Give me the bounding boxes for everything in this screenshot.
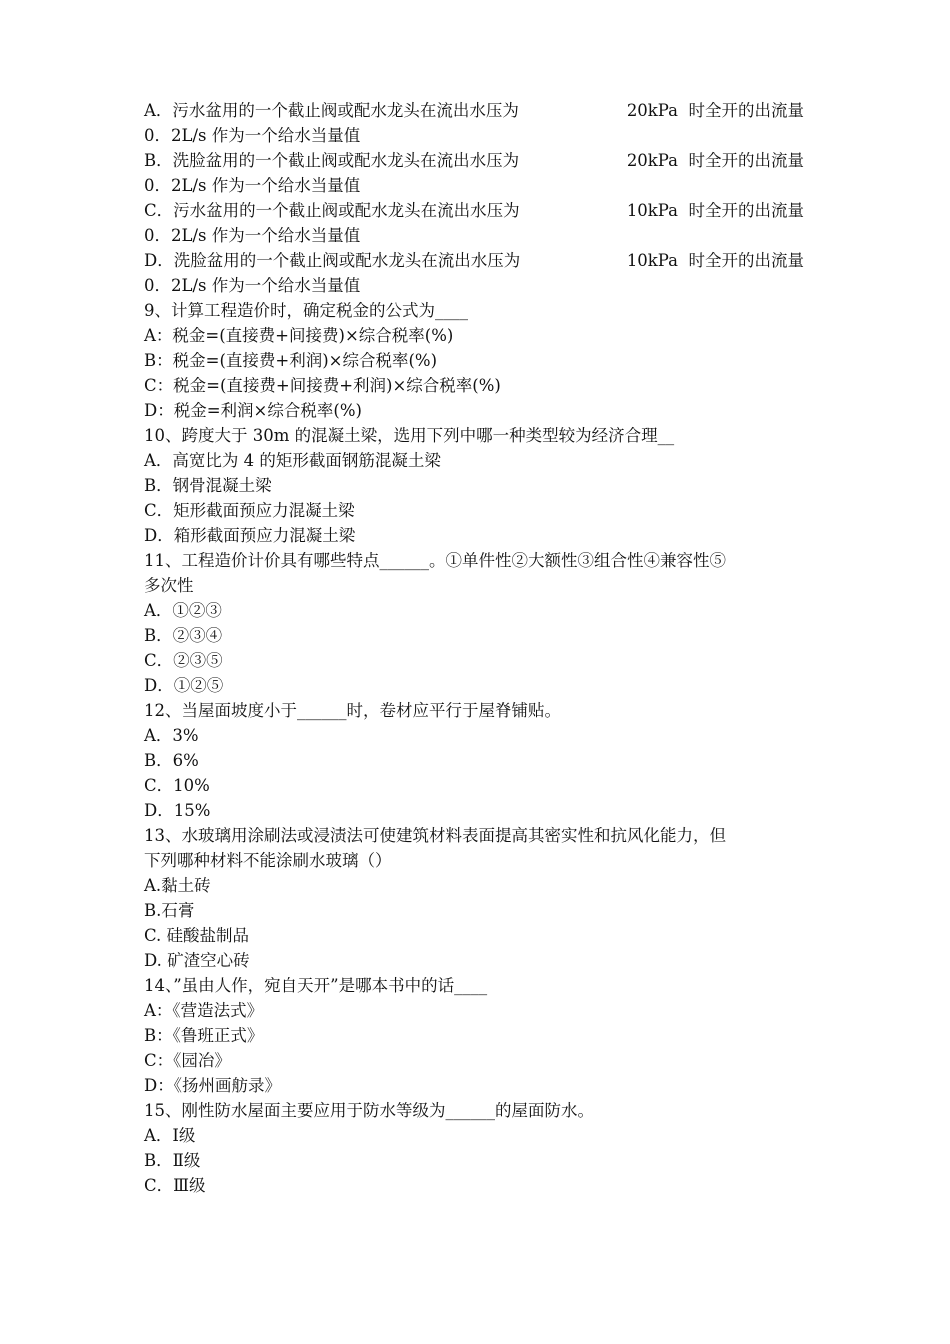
q13-question-line1: 13、水玻璃用涂刷法或浸渍法可使建筑材料表面提高其密实性和抗风化能力，但 — [144, 826, 726, 845]
q13-option-a: A.黏土砖 — [144, 876, 211, 895]
q8-option-b — [144, 148, 814, 198]
q8-option-b-cont: 0．2L/s 作为一个给水当量值 — [144, 176, 361, 195]
q9-option-d: D：税金=利润×综合税率(%) — [144, 401, 362, 420]
q8-option-a — [144, 98, 814, 148]
q8-option-d-cont: 0．2L/s 作为一个给水当量值 — [144, 276, 361, 295]
q10-option-b: B．钢骨混凝土梁 — [144, 476, 272, 495]
q15-option-b: B．Ⅱ级 — [144, 1151, 201, 1170]
q8-option-b-right: 20kPa 时全开的出流量 — [626, 151, 804, 170]
q10-option-a: A．高宽比为 4 的矩形截面钢筋混凝土梁 — [144, 451, 441, 470]
q11-question-line2: 多次性 — [144, 576, 194, 595]
q8-option-d-right: 10kPa 时全开的出流量 — [626, 251, 804, 270]
q10-option-d: D．箱形截面预应力混凝土梁 — [144, 526, 356, 545]
q13-option-b: B.石膏 — [144, 901, 195, 920]
q10-question: 10、跨度大于 30m 的混凝土梁，选用下列中哪一种类型较为经济合理__ — [144, 426, 675, 445]
q8-option-c-cont: 0．2L/s 作为一个给水当量值 — [144, 226, 361, 245]
q14-question: 14、”虽由人作，宛自天开”是哪本书中的话____ — [144, 976, 488, 995]
q8-option-c-left: C．污水盆用的一个截止阀或配水龙头在流出水压为 — [144, 201, 520, 220]
q15-option-c: C．Ⅲ级 — [144, 1176, 206, 1195]
q11-option-d: D．①②⑤ — [144, 676, 224, 695]
q13-question-line2: 下列哪种材料不能涂刷水玻璃（） — [144, 851, 392, 870]
q8-option-a-cont: 0．2L/s 作为一个给水当量值 — [144, 126, 361, 145]
q14-option-a: A：《营造法式》 — [144, 1001, 264, 1020]
q9-option-c: C：税金=(直接费+间接费+利润)×综合税率(%) — [144, 376, 501, 395]
q8-option-a-right: 20kPa 时全开的出流量 — [626, 101, 804, 120]
q13-option-d: D. 矿渣空心砖 — [144, 951, 250, 970]
q11-option-b: B．②③④ — [144, 626, 223, 645]
q11-question-line1: 11、工程造价计价具有哪些特点______。①单件性②大额性③组合性④兼容性⑤ — [144, 551, 726, 570]
q8-option-d-left: D．洗脸盆用的一个截止阀或配水龙头在流出水压为 — [144, 251, 521, 270]
q11-option-a: A．①②③ — [144, 601, 222, 620]
q8-option-a-left: A．污水盆用的一个截止阀或配水龙头在流出水压为 — [144, 101, 519, 120]
q9-option-b: B：税金=(直接费+利润)×综合税率(%) — [144, 351, 438, 370]
q15-question: 15、刚性防水屋面主要应用于防水等级为______的屋面防水。 — [144, 1101, 594, 1120]
q12-option-c: C．10% — [144, 776, 210, 795]
q11-option-c: C．②③⑤ — [144, 651, 223, 670]
q15-option-a: A．Ⅰ级 — [144, 1126, 196, 1145]
q8-option-c — [144, 198, 814, 248]
q12-option-b: B．6% — [144, 751, 199, 770]
q8-option-c-right: 10kPa 时全开的出流量 — [626, 201, 804, 220]
document-page — [144, 98, 814, 1198]
q10-option-c: C．矩形截面预应力混凝土梁 — [144, 501, 355, 520]
q14-option-d: D：《扬州画舫录》 — [144, 1076, 281, 1095]
q13-option-c: C. 硅酸盐制品 — [144, 926, 250, 945]
q8-option-d — [144, 248, 814, 298]
q12-option-d: D．15% — [144, 801, 211, 820]
q12-question: 12、当屋面坡度小于______时，卷材应平行于屋脊铺贴。 — [144, 701, 561, 720]
q14-option-c: C：《园冶》 — [144, 1051, 231, 1070]
q14-option-b: B：《鲁班正式》 — [144, 1026, 264, 1045]
q12-option-a: A．3% — [144, 726, 199, 745]
q9-question: 9、计算工程造价时，确定税金的公式为____ — [144, 301, 468, 320]
q8-option-b-left: B．洗脸盆用的一个截止阀或配水龙头在流出水压为 — [144, 151, 520, 170]
q9-option-a: A：税金=(直接费+间接费)×综合税率(%) — [144, 326, 454, 345]
